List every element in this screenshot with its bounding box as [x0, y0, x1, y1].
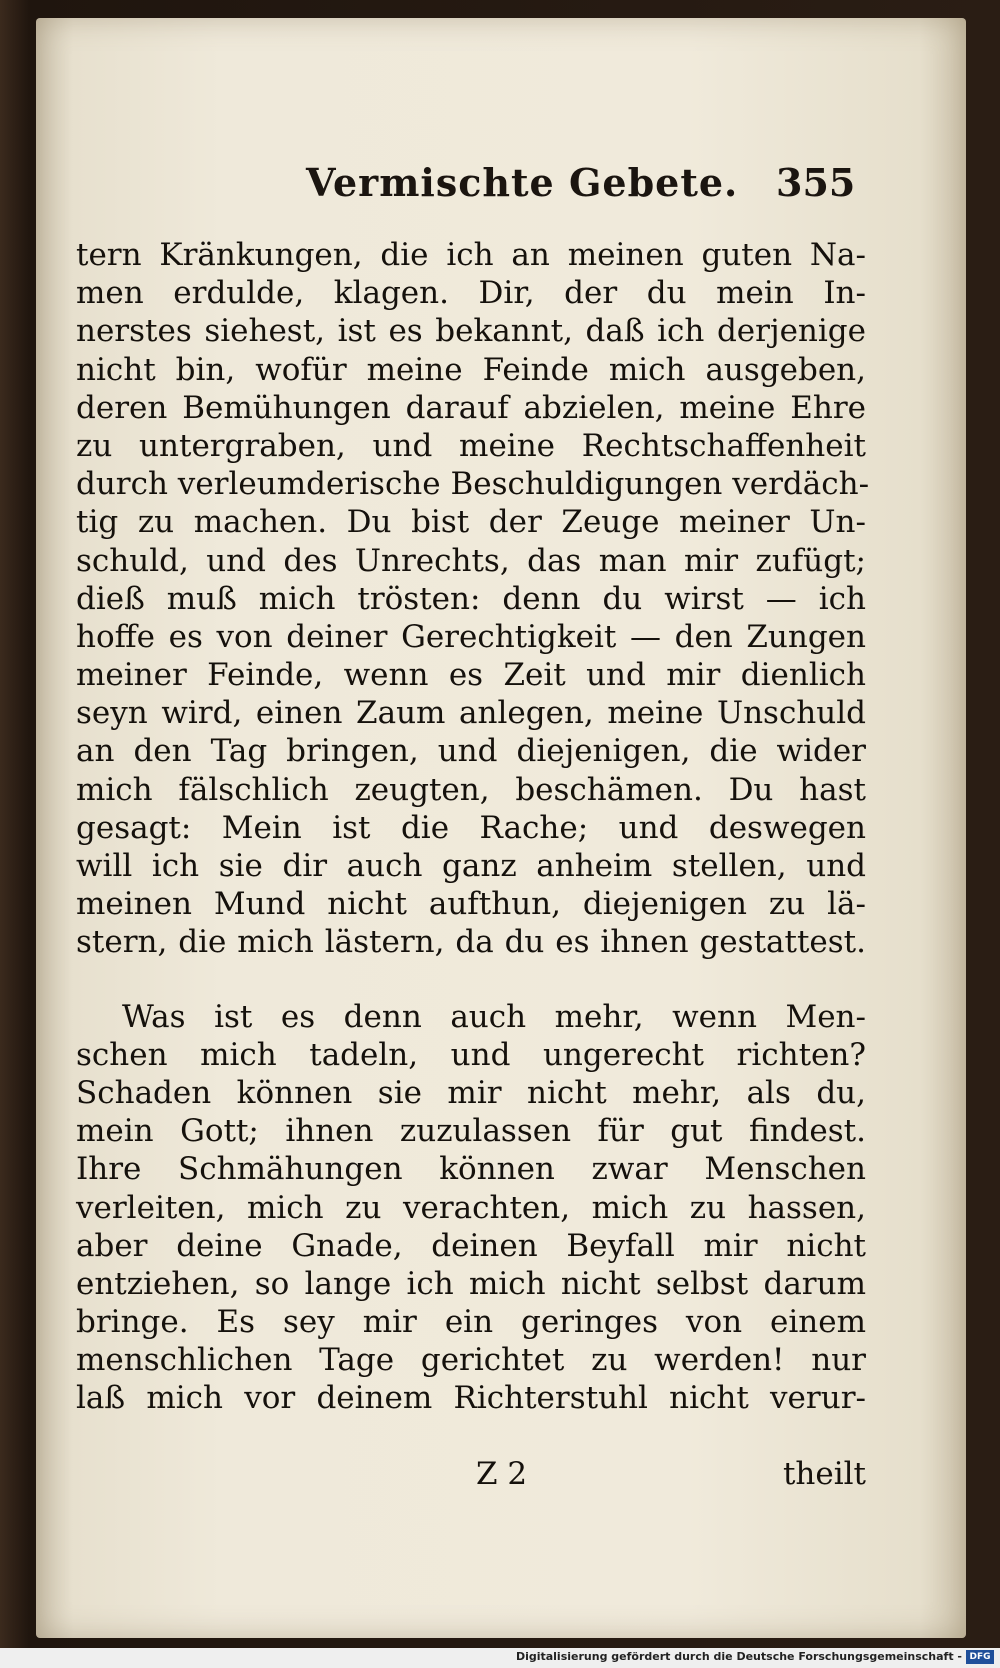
- text-line: Was ist es denn auch mehr, wenn Men-: [122, 998, 866, 1035]
- text-line: schen mich tadeln, und ungerecht richten?: [76, 1036, 866, 1073]
- signature-mark: Z 2: [476, 1456, 528, 1492]
- text-line: deren Bemühungen darauf abzielen, meine Ehre: [76, 389, 866, 426]
- text-line: will ich sie dir auch ganz anheim stellen, und: [76, 848, 866, 884]
- catchword: theilt: [782, 1456, 866, 1492]
- text-line: nicht bin, wofür meine Feinde mich ausgeben,: [76, 351, 866, 388]
- text-line: meinen Mund nicht aufthun, diejenigen zu lä-: [76, 886, 866, 923]
- text-line: schuld, und des Unrechts, das man mir zufügt;: [76, 542, 866, 579]
- text-line: mich fälschlich zeugten, beschämen. Du hast: [76, 771, 866, 808]
- page-number: 355: [776, 160, 856, 205]
- text-line: verleiten, mich zu verachten, mich zu hassen,: [76, 1189, 866, 1226]
- text-line: meiner Feinde, wenn es Zeit und mir dienlich: [76, 657, 866, 694]
- text-line: tern Kränkungen, die ich an meinen guten Na-: [76, 237, 866, 273]
- funding-credit: Digitalisierung gefördert durch die Deutsche Forschungsgemeinschaft -: [515, 1650, 962, 1663]
- book-page: [36, 18, 966, 1638]
- paragraph-gap: [76, 962, 866, 998]
- running-head-title: Vermischte Gebete.: [306, 160, 739, 205]
- text-line: gesagt: Mein ist die Rache; und deswegen: [76, 809, 866, 846]
- paragraph-2: [76, 998, 866, 1418]
- text-line: mein Gott; ihnen zuzulassen für gut findest.: [76, 1113, 866, 1150]
- text-line: an den Tag bringen, und diejenigen, die wider: [76, 733, 866, 770]
- text-line: aber deine Gnade, deinen Beyfall mir nicht: [76, 1227, 866, 1264]
- text-line: stern, die mich lästern, da du es ihnen gestattest.: [76, 924, 866, 961]
- text-line: durch verleumderische Beschuldigungen verdäch-: [76, 466, 870, 503]
- text-line: nerstes siehest, ist es bekannt, daß ich derjenige: [76, 313, 866, 350]
- footer-bar: [0, 1648, 1000, 1668]
- text-line: bringe. Es sey mir ein geringes von einem: [76, 1304, 866, 1341]
- text-line: zu untergraben, und meine Rechtschaffenheit: [76, 427, 866, 464]
- text-line: laß mich vor deinem Richterstuhl nicht verur-: [76, 1380, 866, 1417]
- text-line: dieß muß mich trösten: denn du wirst — ich: [76, 580, 866, 617]
- text-line: Ihre Schmähungen können zwar Menschen: [76, 1151, 866, 1188]
- catch-line: [76, 1456, 866, 1496]
- text-line: hoffe es von deiner Gerechtigkeit — den Zungen: [76, 618, 866, 655]
- text-line: seyn wird, einen Zaum anlegen, meine Unschuld: [76, 695, 866, 732]
- text-line: tig zu machen. Du bist der Zeuge meiner Un-: [76, 504, 866, 541]
- text-line: entziehen, so lange ich mich nicht selbst darum: [76, 1265, 866, 1302]
- running-head: [36, 146, 966, 226]
- dfg-logo: DFG: [966, 1650, 994, 1664]
- body-text: [76, 236, 870, 1418]
- text-line: menschlichen Tage gerichtet zu werden! nur: [76, 1342, 866, 1379]
- paragraph-1: [76, 236, 870, 962]
- text-line: men erdulde, klagen. Dir, der du mein In-: [76, 275, 866, 312]
- text-line: Schaden können sie mir nicht mehr, als du,: [76, 1074, 866, 1111]
